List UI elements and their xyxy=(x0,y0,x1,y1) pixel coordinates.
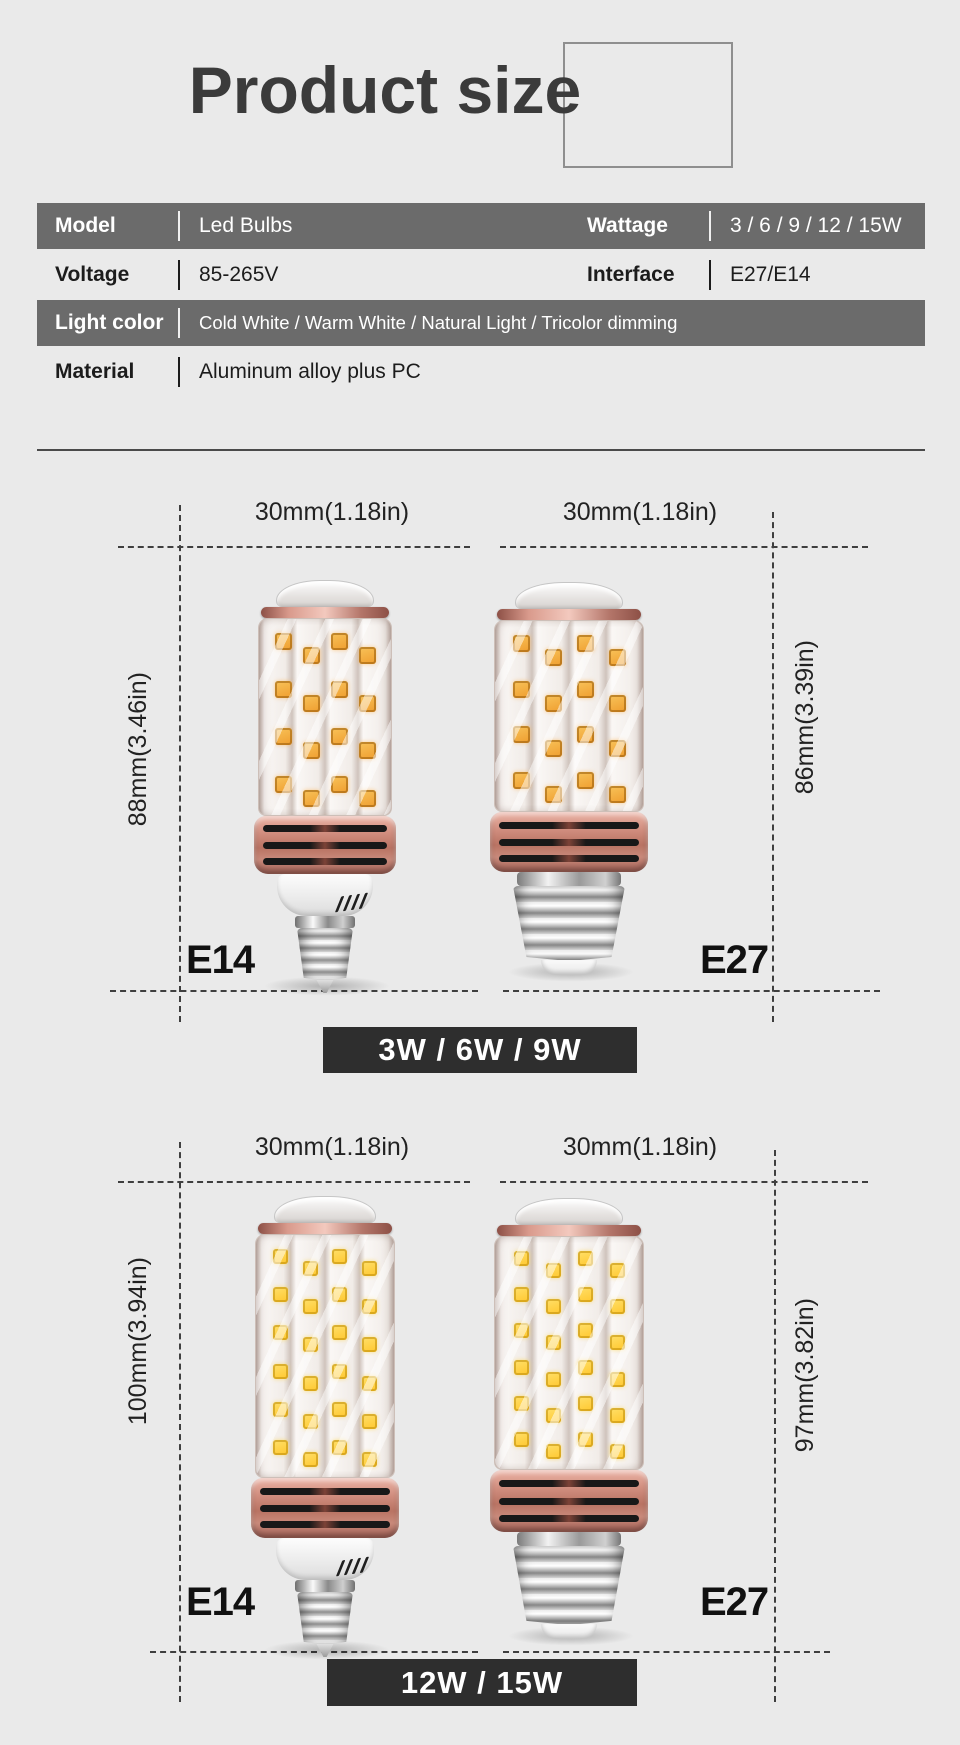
bulb-heatsink xyxy=(254,816,396,874)
led-chip xyxy=(273,1249,288,1264)
led-chip xyxy=(513,726,530,743)
bulb-glass-body xyxy=(494,1236,644,1470)
dimension-line xyxy=(772,512,774,1022)
heatsink-slot xyxy=(260,1488,390,1495)
led-chip xyxy=(609,695,626,712)
page-title: Product size xyxy=(188,53,582,127)
divider-line xyxy=(178,211,180,241)
led-chip xyxy=(610,1444,625,1459)
led-chip xyxy=(514,1287,529,1302)
dimension-line xyxy=(503,990,880,992)
led-chip xyxy=(610,1372,625,1387)
bulb-glass-cap xyxy=(515,582,623,609)
led-chip xyxy=(331,633,348,650)
width-dimension-label: 30mm(1.18in) xyxy=(562,1133,718,1161)
bulb-ceramic-neck xyxy=(276,1538,374,1580)
dimension-line xyxy=(118,1181,470,1183)
divider-line xyxy=(178,260,180,290)
led-chip xyxy=(332,1249,347,1264)
led-corn-bulb-e27-tall xyxy=(494,1198,644,1639)
width-dimension-label: 30mm(1.18in) xyxy=(562,498,718,526)
heatsink-slot xyxy=(260,1505,390,1512)
bulb-rose-gold-ring xyxy=(258,1223,392,1234)
led-chip xyxy=(332,1325,347,1340)
led-chip xyxy=(545,786,562,803)
led-chip xyxy=(332,1402,347,1417)
led-chip xyxy=(610,1335,625,1350)
divider-line xyxy=(709,260,711,290)
base-tip xyxy=(541,1624,597,1639)
base-type-label-e14: E14 xyxy=(186,938,255,982)
spec-row-voltage-interface xyxy=(37,249,925,300)
height-dimension-label: 97mm(3.82in) xyxy=(791,1298,819,1453)
height-dimension-label: 88mm(3.46in) xyxy=(124,672,152,827)
led-chip xyxy=(362,1299,377,1314)
base-tip xyxy=(541,960,597,975)
base-type-label-e14: E14 xyxy=(186,1580,255,1624)
led-grid xyxy=(266,1249,384,1455)
dimension-line xyxy=(179,505,181,1022)
spec-value-interface: E27/E14 xyxy=(730,262,811,286)
led-chip xyxy=(275,776,292,793)
led-chip xyxy=(362,1261,377,1276)
led-chip xyxy=(303,647,320,664)
spec-label-model: Model xyxy=(55,214,116,237)
bulb-heatsink xyxy=(490,812,648,872)
bulb-rose-gold-ring xyxy=(497,1225,641,1236)
led-chip xyxy=(578,1287,593,1302)
bulb-glass-cap xyxy=(515,1198,623,1225)
led-chip xyxy=(273,1364,288,1379)
led-chip xyxy=(303,790,320,807)
height-dimension-label: 100mm(3.94in) xyxy=(124,1257,152,1426)
led-chip xyxy=(359,647,376,664)
heatsink-slot xyxy=(499,1515,638,1522)
led-chip xyxy=(514,1251,529,1266)
divider-line xyxy=(178,357,180,387)
width-dimension-label: 30mm(1.18in) xyxy=(254,1133,410,1161)
led-corn-bulb-e14-tall xyxy=(255,1196,395,1657)
bulb-glass-body xyxy=(494,620,644,812)
led-chip xyxy=(359,790,376,807)
e14-screw-base xyxy=(297,928,353,980)
led-chip xyxy=(332,1440,347,1455)
led-chip xyxy=(578,1251,593,1266)
vent-slits xyxy=(338,1557,367,1576)
led-chip xyxy=(273,1402,288,1417)
led-grid xyxy=(505,1251,633,1447)
bulb-heatsink xyxy=(251,1478,399,1538)
bulb-glass-body xyxy=(258,618,392,816)
dimension-line xyxy=(503,1651,830,1653)
base-type-label-e27: E27 xyxy=(700,938,769,982)
vent-slits xyxy=(337,893,366,912)
led-chip xyxy=(609,649,626,666)
led-chip xyxy=(578,1396,593,1411)
led-chip xyxy=(362,1414,377,1429)
divider-line xyxy=(709,211,711,241)
led-chip xyxy=(303,1414,318,1429)
led-chip xyxy=(275,633,292,650)
led-corn-bulb-e14 xyxy=(258,580,392,993)
spec-row-light-color xyxy=(37,300,925,346)
led-chip xyxy=(546,1335,561,1350)
led-chip xyxy=(546,1372,561,1387)
spec-row-material xyxy=(37,346,925,398)
led-chip xyxy=(332,1287,347,1302)
heatsink-slot xyxy=(263,825,388,832)
base-collar xyxy=(295,916,355,928)
heatsink-slot xyxy=(499,1498,638,1505)
led-chip xyxy=(514,1396,529,1411)
led-chip xyxy=(331,681,348,698)
e14-screw-base xyxy=(297,1592,353,1644)
led-chip xyxy=(513,681,530,698)
led-chip xyxy=(275,681,292,698)
led-chip xyxy=(332,1364,347,1379)
led-chip xyxy=(275,728,292,745)
led-chip xyxy=(303,1261,318,1276)
dimension-line xyxy=(500,546,868,548)
led-chip xyxy=(362,1452,377,1467)
led-chip xyxy=(546,1299,561,1314)
led-chip xyxy=(273,1287,288,1302)
led-chip xyxy=(514,1432,529,1447)
spec-label-wattage: Wattage xyxy=(587,214,668,237)
spec-label-light-color: Light color xyxy=(55,311,164,334)
heatsink-slot xyxy=(499,839,638,846)
section-divider-rule xyxy=(37,449,925,451)
heatsink-slot xyxy=(499,855,638,862)
dimension-line xyxy=(118,546,470,548)
heatsink-slot xyxy=(499,1480,638,1487)
wattage-badge: 3W / 6W / 9W xyxy=(323,1027,637,1073)
base-collar xyxy=(517,872,621,886)
bulb-glass-body xyxy=(255,1234,395,1478)
led-chip xyxy=(331,776,348,793)
base-type-label-e27: E27 xyxy=(700,1580,769,1624)
led-grid xyxy=(505,635,633,789)
heatsink-slot xyxy=(260,1521,390,1528)
led-chip xyxy=(578,1360,593,1375)
led-chip xyxy=(610,1299,625,1314)
led-chip xyxy=(513,635,530,652)
bulb-ceramic-neck xyxy=(277,874,373,916)
led-chip xyxy=(609,786,626,803)
height-dimension-label: 86mm(3.39in) xyxy=(791,640,819,795)
led-chip xyxy=(546,1408,561,1423)
spec-label-material: Material xyxy=(55,360,135,383)
led-chip xyxy=(359,742,376,759)
e27-screw-base xyxy=(513,1546,625,1624)
led-chip xyxy=(362,1337,377,1352)
wattage-badge: 12W / 15W xyxy=(327,1659,637,1706)
led-chip xyxy=(303,742,320,759)
base-tip xyxy=(315,980,335,993)
heatsink-slot xyxy=(499,822,638,829)
led-chip xyxy=(514,1323,529,1338)
led-chip xyxy=(545,649,562,666)
led-chip xyxy=(303,1337,318,1352)
spec-value-voltage: 85-265V xyxy=(199,262,279,286)
led-chip xyxy=(273,1440,288,1455)
spec-label-voltage: Voltage xyxy=(55,262,130,286)
led-chip xyxy=(362,1376,377,1391)
heatsink-slot xyxy=(263,858,388,865)
led-chip xyxy=(545,695,562,712)
heatsink-slot xyxy=(263,842,388,849)
bulb-rose-gold-ring xyxy=(261,607,389,618)
e27-screw-base xyxy=(513,886,625,960)
width-dimension-label: 30mm(1.18in) xyxy=(254,498,410,526)
led-corn-bulb-e27 xyxy=(494,582,644,975)
led-chip xyxy=(303,1376,318,1391)
led-grid xyxy=(269,633,381,793)
base-tip xyxy=(315,1644,335,1657)
spec-row-model-wattage xyxy=(37,203,925,249)
base-collar xyxy=(295,1580,355,1592)
led-chip xyxy=(303,1452,318,1467)
bulb-glass-cap xyxy=(274,1196,376,1223)
led-chip xyxy=(577,726,594,743)
spec-value-light-color: Cold White / Warm White / Natural Light / Tricolor dimming xyxy=(199,312,678,333)
led-chip xyxy=(577,681,594,698)
spec-label-interface: Interface xyxy=(587,262,675,286)
led-chip xyxy=(331,728,348,745)
bulb-heatsink xyxy=(490,1470,648,1532)
led-chip xyxy=(273,1325,288,1340)
led-chip xyxy=(577,635,594,652)
led-chip xyxy=(303,1299,318,1314)
led-chip xyxy=(609,740,626,757)
led-chip xyxy=(546,1263,561,1278)
base-collar xyxy=(517,1532,621,1546)
spec-value-material: Aluminum alloy plus PC xyxy=(199,360,421,383)
divider-line xyxy=(178,308,180,338)
led-chip xyxy=(359,695,376,712)
led-chip xyxy=(610,1263,625,1278)
led-chip xyxy=(514,1360,529,1375)
spec-value-wattage: 3 / 6 / 9 / 12 / 15W xyxy=(730,214,902,237)
led-chip xyxy=(610,1408,625,1423)
led-chip xyxy=(578,1323,593,1338)
led-chip xyxy=(513,772,530,789)
bulb-glass-cap xyxy=(276,580,374,607)
led-chip xyxy=(577,772,594,789)
dimension-line xyxy=(500,1181,868,1183)
dimension-line xyxy=(179,1142,181,1702)
led-chip xyxy=(303,695,320,712)
led-chip xyxy=(545,740,562,757)
dimension-line xyxy=(774,1150,776,1702)
spec-value-model: Led Bulbs xyxy=(199,214,293,237)
led-chip xyxy=(546,1444,561,1459)
bulb-rose-gold-ring xyxy=(497,609,641,620)
led-chip xyxy=(578,1432,593,1447)
